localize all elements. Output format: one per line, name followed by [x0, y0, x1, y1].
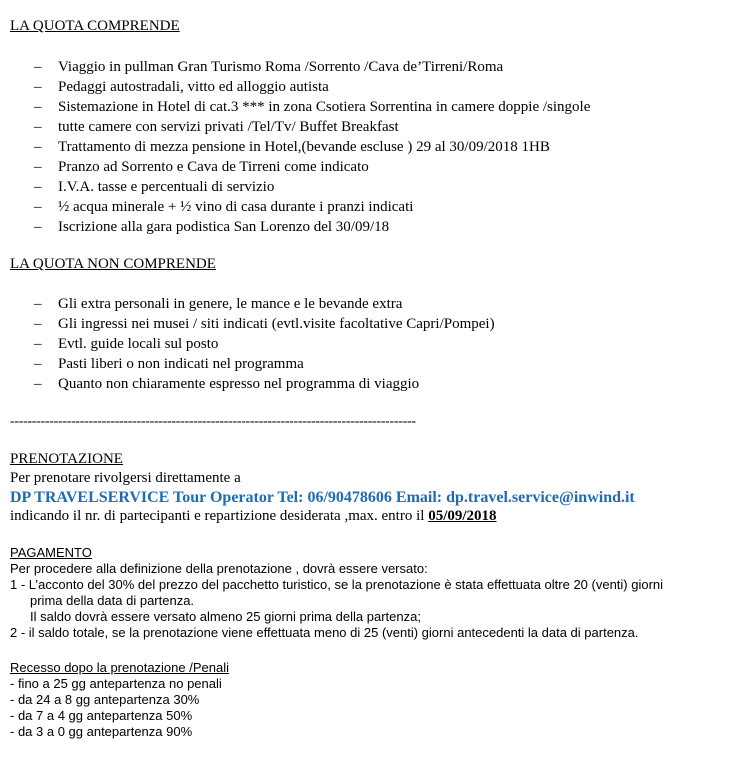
- payment-line: prima della data di partenza.: [30, 593, 195, 608]
- penalty-line: - da 3 a 0 gg antepartenza 90%: [10, 724, 193, 739]
- booking-heading: PRENOTAZIONE: [10, 451, 123, 467]
- penalties-heading: Recesso dopo la prenotazione /Penali: [10, 660, 229, 675]
- not-included-heading: LA QUOTA NON COMPRENDE: [10, 256, 216, 272]
- dashed-separator: ---------------------------------------------------------------------------------------------: [10, 414, 416, 429]
- payment-line: 2 - il saldo totale, se la prenotazione viene effettuata meno di 25 (venti) giorni antecedenti la data di partenza.: [10, 625, 639, 640]
- penalty-line: - da 24 a 8 gg antepartenza 30%: [10, 692, 200, 707]
- booking-deadline-line: indicando il nr. di partecipanti e repartizione desiderata ,max. entro il 05/09/2018: [10, 508, 497, 524]
- penalty-line: - fino a 25 gg antepartenza no penali: [10, 676, 222, 691]
- booking-deadline: 05/09/2018: [428, 508, 497, 524]
- payment-line: Il saldo dovrà essere versato almeno 25 giorni prima della partenza;: [30, 609, 421, 624]
- booking-contact: DP TRAVELSERVICE Tour Operator Tel: 06/90478606 Email: dp.travel.service@inwind.it: [10, 489, 635, 506]
- payment-line: Per procedere alla definizione della prenotazione , dovrà essere versato:: [10, 561, 428, 576]
- included-heading: LA QUOTA COMPRENDE: [10, 18, 180, 34]
- penalty-line: - da 7 a 4 gg antepartenza 50%: [10, 708, 193, 723]
- payment-heading: PAGAMENTO: [10, 545, 92, 560]
- payment-line: 1 - L’acconto del 30% del prezzo del pacchetto turistico, se la prenotazione è stata effettuata oltre 20 (venti) giorni: [10, 577, 664, 592]
- booking-intro: Per prenotare rivolgersi direttamente a: [10, 470, 241, 486]
